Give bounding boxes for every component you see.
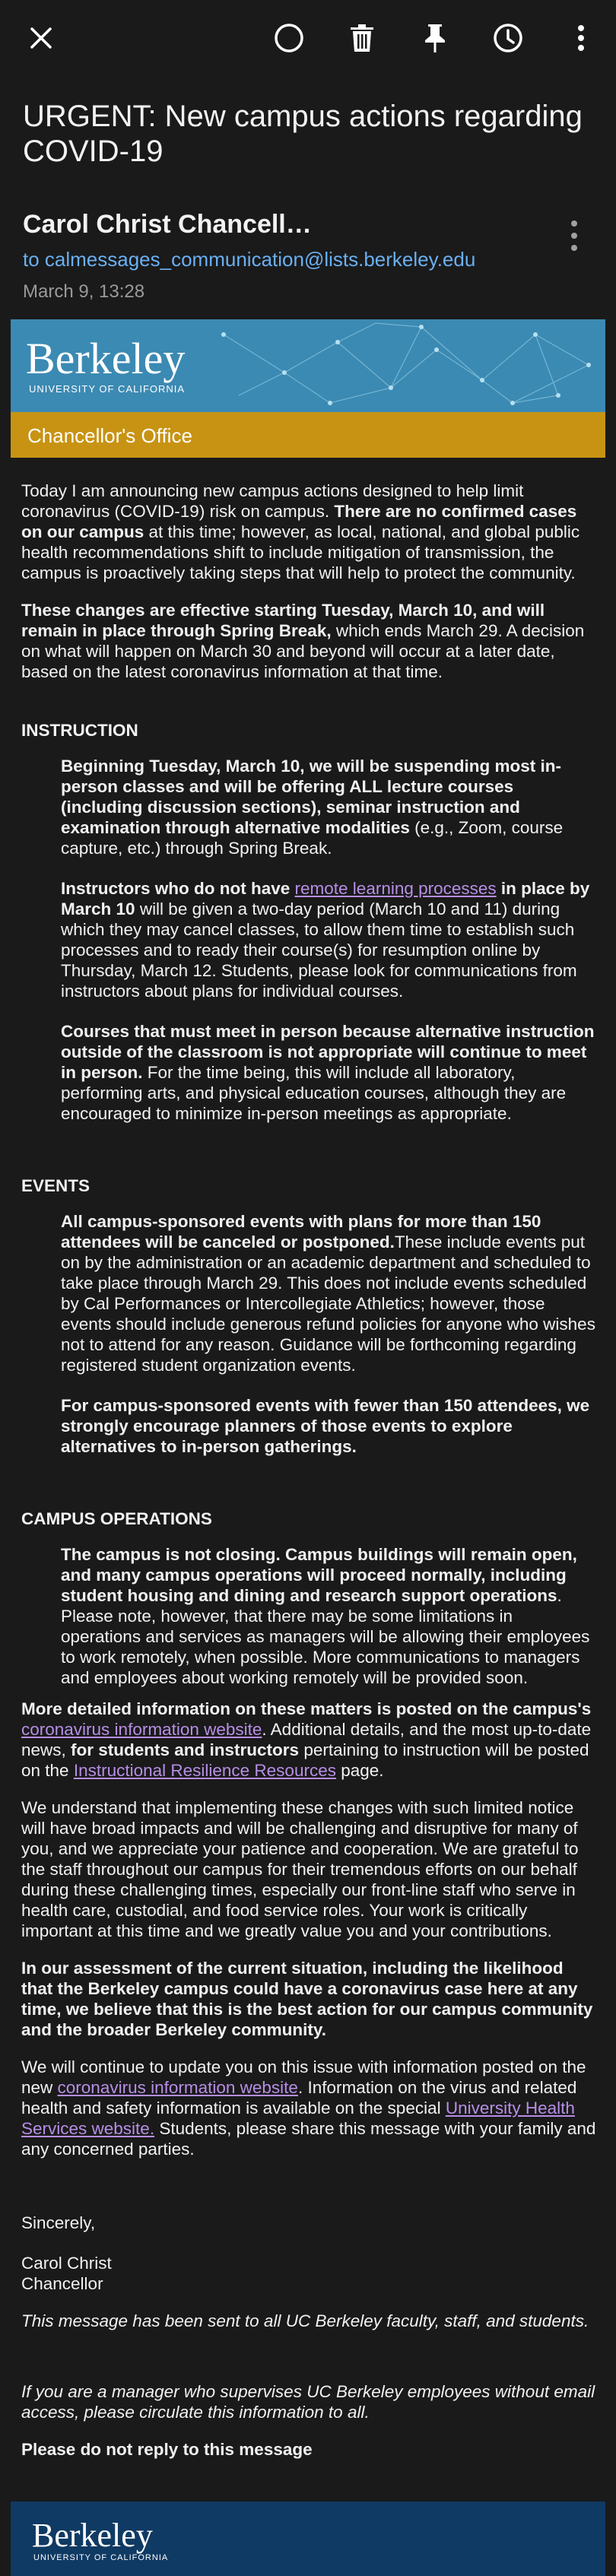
- clock-icon[interactable]: [487, 17, 529, 59]
- intro-paragraph: Today I am announcing new campus actions designed to help limit coronavirus (COVID-19) risk on campus. There are no confirmed cases on our campus at this time; however, as local, national, and global public health recommendations shift to include mitigation of transmission, the campus is proactively taking steps that will help to protect the community.: [21, 481, 580, 582]
- instruction-item: Beginning Tuesday, March 10, we will be suspending most in-person classes and will be offering ALL lecture courses (including discussion sections), seminar instruction and examination through alternative modalities (e.g., Zoom, course capture, etc.) through Spring Break.: [61, 757, 564, 858]
- sign-off: Sincerely,: [21, 2213, 96, 2232]
- recipient-line[interactable]: to calmessages_communication@lists.berkeley.edu: [23, 248, 476, 271]
- uhs-website-link[interactable]: University Health Services website.: [21, 2099, 575, 2138]
- assessment-paragraph: In our assessment of the current situation, including the likelihood that the Berkeley campus could have a coronavirus case here at any time, we believe that this is the best action for our campus community and the broader Berkeley community.: [21, 1959, 593, 2039]
- footer-banner: [11, 2501, 605, 2576]
- berkeley-logo-subtitle: UNIVERSITY OF CALIFORNIA: [29, 383, 186, 395]
- footer-logo-subtitle: UNIVERSITY OF CALIFORNIA: [33, 2553, 169, 2562]
- email-subject: URGENT: New campus actions regarding COVID-19: [23, 100, 583, 168]
- footer-logo: Berkeley: [32, 2517, 153, 2554]
- events-item: All campus-sponsored events with plans for more than 150 attendees will be canceled or postponed.These include events put on by the administration or an academic department and scheduled to take place through March 29. This does not include events scheduled by Cal Performances or Intercollegiate Athletics; however, those events should include generous refund policies for anyone who wishes not to attend for any reason. Guidance will be forthcoming regarding registered student organization events.: [61, 1212, 595, 1375]
- update-paragraph: We will continue to update you on this issue with information posted on the new coronavirus information website. Information on the virus and related health and safety information is available on the special University Health Services website. Students, please share this message with your family and any concerned parties.: [21, 2057, 596, 2159]
- more-info-paragraph: More detailed information on these matters is posted on the campus's coronavirus information website. Additional details, and the most up-to-date news, for students and instructors pertaining to instruction will be posted on the Instructional Resilience Resources page.: [21, 1699, 592, 1780]
- instruction-item: Instructors who do not have remote learning processes in place by March 10 will be given a two-day period (March 10 and 11) during which they may cancel classes, to allow them time to establish such processes and to ready their course(s) for resumption online by Thursday, March 12. Students, please look for communications from instructors about plans for individual courses.: [61, 879, 590, 1001]
- trash-icon[interactable]: [341, 17, 383, 59]
- more-vertical-icon[interactable]: [560, 17, 602, 59]
- instruction-heading: INSTRUCTION: [21, 721, 138, 740]
- operations-item: The campus is not closing. Campus buildings will remain open, and many campus operations will proceed normally, including student housing and dining and research support operations. Please note, however, that there may be some limitations in operations and services as managers will be allowing their employees to work remotely, when possible. More communications to managers and employees about working remotely will be provided soon.: [61, 1545, 590, 1687]
- coronavirus-website-link[interactable]: coronavirus information website: [57, 2078, 298, 2097]
- toolbar: [0, 0, 616, 76]
- berkeley-banner: [11, 319, 605, 412]
- berkeley-logo: Berkeley: [26, 334, 186, 383]
- operations-heading: CAMPUS OPERATIONS: [21, 1509, 212, 1528]
- email-date: March 9, 13:28: [23, 281, 145, 302]
- coronavirus-info-link[interactable]: coronavirus information website: [21, 1720, 262, 1739]
- no-reply-note: Please do not reply to this message: [21, 2440, 313, 2459]
- sent-note: This message has been sent to all UC Berkeley faculty, staff, and students.: [21, 2311, 589, 2330]
- manager-note: If you are a manager who supervises UC Berkeley employees without email access, please circulate this information to all.: [21, 2382, 595, 2422]
- sender-more-icon[interactable]: [563, 220, 586, 251]
- remote-learning-link[interactable]: remote learning processes: [294, 879, 497, 898]
- instructional-resilience-link[interactable]: Instructional Resilience Resources: [73, 1761, 336, 1780]
- events-heading: EVENTS: [21, 1176, 90, 1195]
- office-bar: [11, 412, 605, 458]
- office-label: Chancellor's Office: [27, 424, 192, 447]
- effective-paragraph: These changes are effective starting Tuesday, March 10, and will remain in place through Spring Break, which ends March 29. A decision on what will happen on March 30 and beyond will occur at a later date, based on the latest coronavirus information at that time.: [21, 601, 585, 681]
- circle-icon[interactable]: [268, 17, 310, 59]
- signer-title: Chancellor: [21, 2274, 103, 2293]
- pin-icon[interactable]: [414, 17, 456, 59]
- email-body: [21, 481, 596, 2460]
- close-icon[interactable]: [20, 17, 62, 59]
- instruction-item: Courses that must meet in person because alternative instruction outside of the classroom is not appropriate will continue to meet in person. For the time being, this will include all laboratory, performing arts, and physical education courses, although they are encouraged to minimize in-person meetings as appropriate.: [61, 1022, 595, 1123]
- events-item: For campus-sponsored events with fewer than 150 attendees, we strongly encourage planners of those events to explore alternatives to in-person gatherings.: [61, 1396, 590, 1456]
- signer-name: Carol Christ: [21, 2254, 112, 2273]
- sender-name[interactable]: Carol Christ Chancell…: [23, 210, 312, 239]
- understand-paragraph: We understand that implementing these changes with such limited notice will have broad impacts and will be challenging and disruptive for many of you, and we appreciate your patience and cooperation. We are grateful to the staff throughout our campus for their tremendous efforts on our behalf during these challenging times, especially our front-line staff who serve in health care, custodial, and food service roles. Your work is critically important at this time and we greatly value you and your contributions.: [21, 1798, 579, 1940]
